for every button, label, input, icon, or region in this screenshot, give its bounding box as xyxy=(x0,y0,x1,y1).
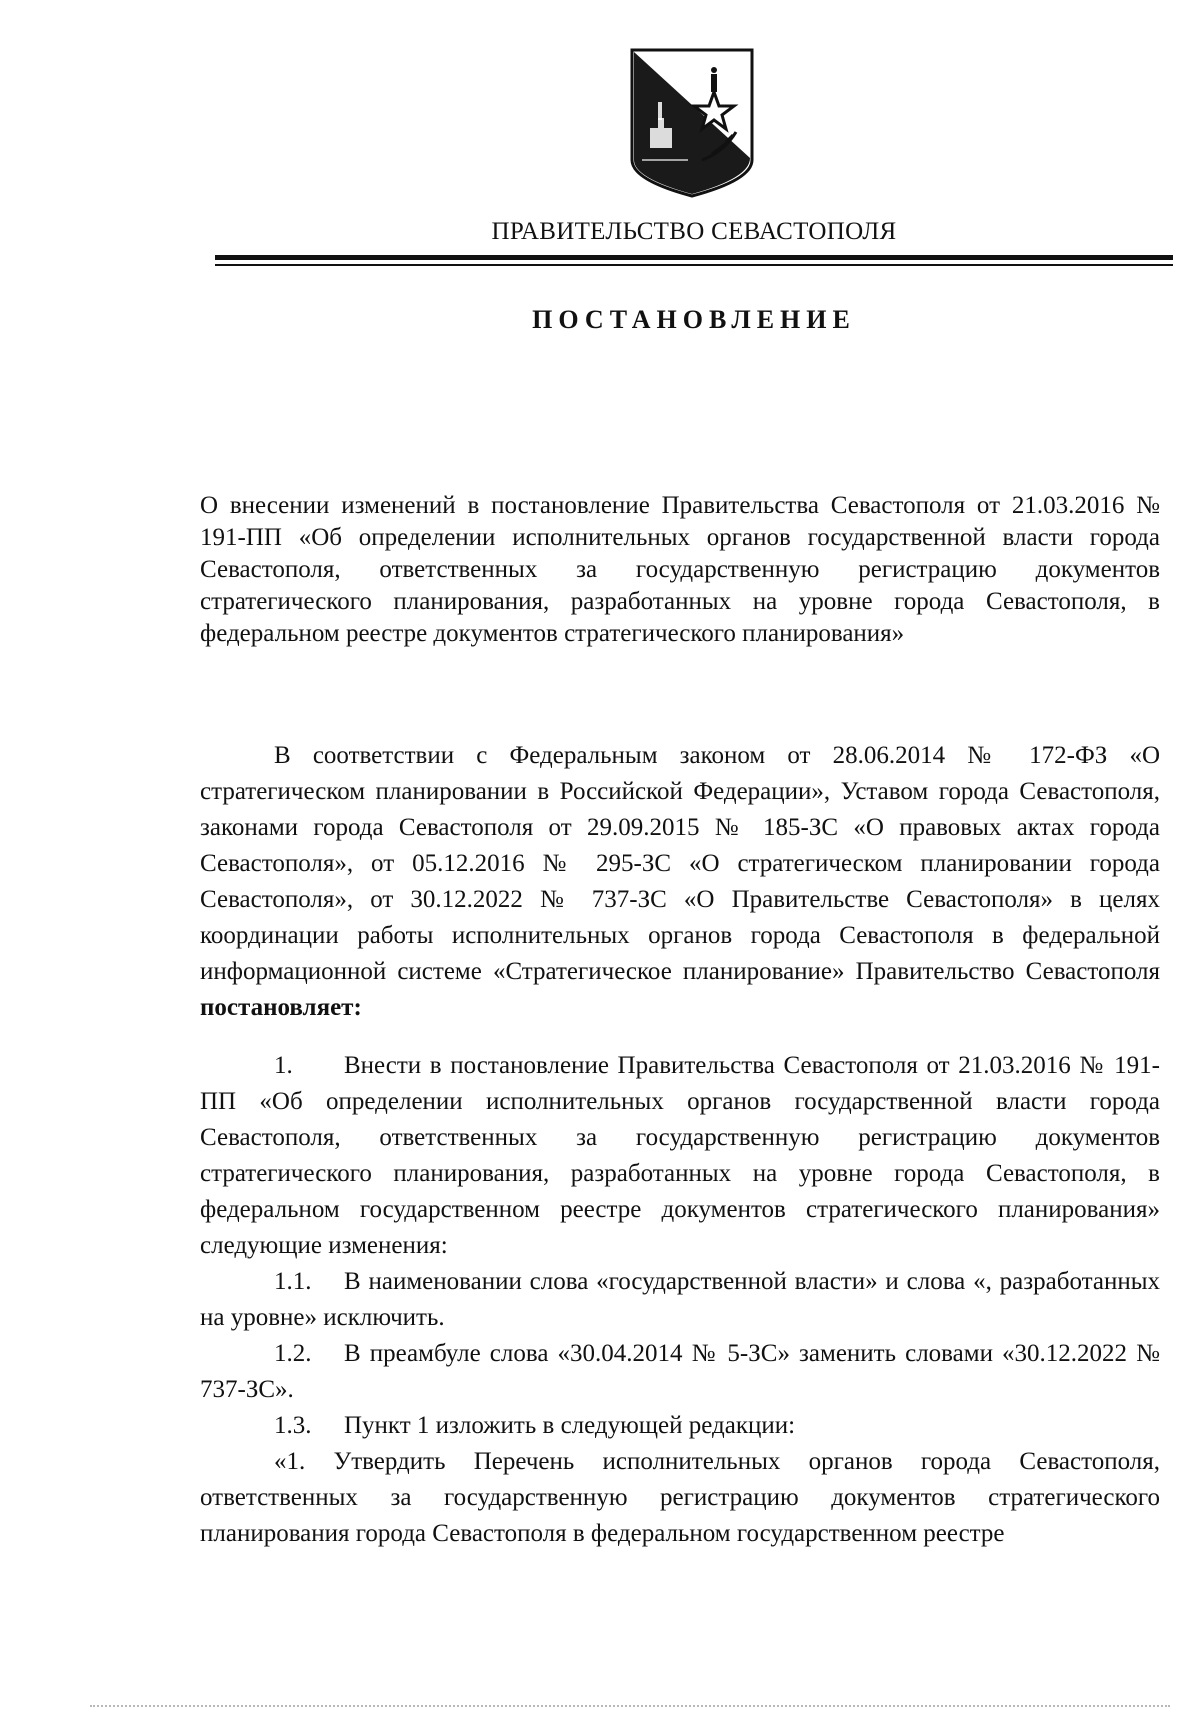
item-text: В преамбуле слова «30.04.2014 № 5-ЗС» заменить словами «30.12.2022 № 737-ЗС». xyxy=(200,1340,1160,1403)
sevastopol-coat-of-arms-icon xyxy=(628,48,756,198)
scan-edge-noise xyxy=(90,1705,1170,1707)
preamble-text: В соответствии с Федеральным законом от 28.06.2014 № 172-ФЗ «О стратегическом планировании в Российской Федерации», Уставом города Севастополя, законами города Севастополя от 29.09.2015 № 185-ЗС «О правовых актах города Севастополя», от 05.12.2016 № 295-ЗС «О стратегическом планировании города Севастополя», от 30.12.2022 № 737-ЗС «О Правительстве Севастополя» в целях координации работы исполнительных органов города Севастополя в федеральной информационной системе «Стратегическое планирование» Правительство Севастополя xyxy=(200,742,1160,985)
item-number: 1.1. xyxy=(274,1268,312,1295)
preamble-paragraph xyxy=(200,738,1160,1026)
header-rule-thin xyxy=(215,264,1173,266)
document-title: О внесении изменений в постановление Правительства Севастополя от 21.03.2016 № 191-ПП «Об определении исполнительных органов государственной власти города Севастополя, ответственных за государственную регистрацию документов стратегического планирования, разработанных на уровне города Севастополя, в федеральном реестре документов стратегического планирования» xyxy=(200,492,1160,647)
item-paragraph xyxy=(200,1264,1160,1336)
item-number: 1. xyxy=(274,1052,293,1079)
document-body xyxy=(200,738,1160,1552)
government-name: ПРАВИТЕЛЬСТВО СЕВАСТОПОЛЯ xyxy=(491,218,897,245)
item-text: Внести в постановление Правительства Севастополя от 21.03.2016 № 191-ПП «Об определении исполнительных органов государственной власти города Севастополя, ответственных за государственную регистрацию документов стратегического планирования, разработанных на уровне города Севастополя, в федеральном государственном реестре документов стратегического планирования» следующие изменения: xyxy=(200,1052,1160,1259)
item-text: В наименовании слова «государственной власти» и слова «, разработанных на уровне» исключить. xyxy=(200,1268,1160,1331)
item-number: 1.2. xyxy=(274,1340,312,1367)
item-number: 1.3. xyxy=(274,1412,312,1439)
header-rule-thick xyxy=(215,255,1173,260)
document-type-heading: ПОСТАНОВЛЕНИЕ xyxy=(532,305,856,334)
item-text: Пункт 1 изложить в следующей редакции: xyxy=(344,1412,796,1439)
item-paragraph xyxy=(200,1336,1160,1408)
resolves-word: постановляет: xyxy=(200,994,362,1021)
item-paragraph xyxy=(200,1408,1160,1444)
item-paragraph xyxy=(200,1048,1160,1264)
quoted-paragraph: «1. Утвердить Перечень исполнительных органов города Севастополя, ответственных за государственную регистрацию документов стратегического планирования города Севастополя в федеральном государственном реестре xyxy=(200,1448,1160,1547)
